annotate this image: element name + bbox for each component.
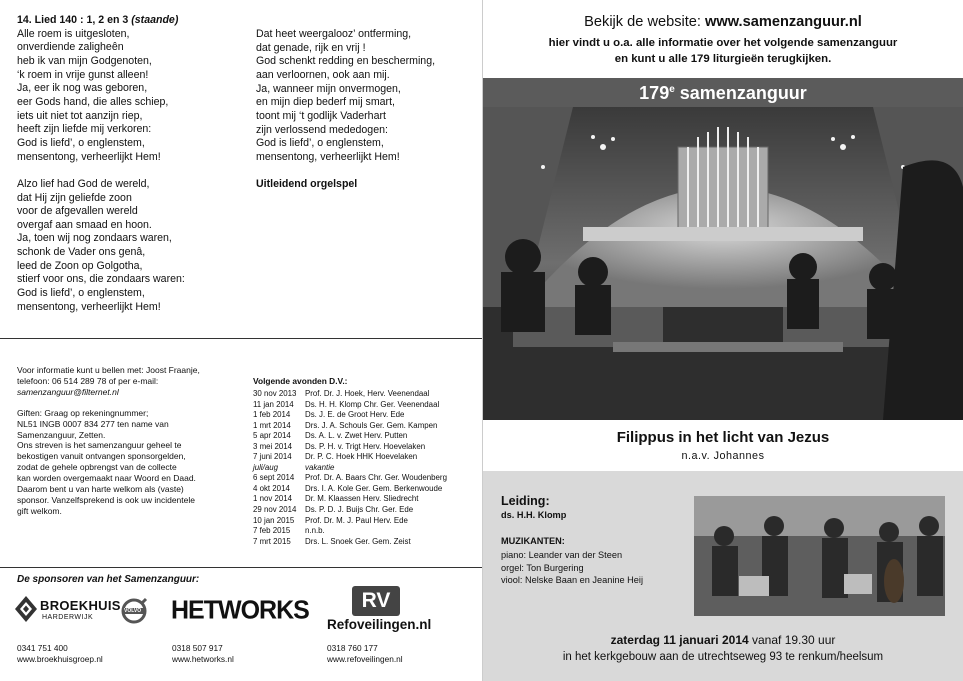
hymn-column-2 xyxy=(256,28,435,192)
website-link[interactable]: www.samenzanguur.nl xyxy=(705,14,862,30)
hymn-line xyxy=(17,164,185,178)
hymn-line: Ja, eer ik nog was geboren, xyxy=(17,82,148,95)
church-interior-image xyxy=(483,107,963,420)
broekhuis-name: BROEKHUIS xyxy=(40,598,121,613)
broekhuis-contact xyxy=(17,643,103,665)
outro-label: Uitleidend orgelspel xyxy=(256,178,358,191)
schedule-speaker: Prof. Dr. J. Hoek, Herv. Veenendaal xyxy=(305,389,430,398)
event-place: in het kerkgebouw aan de utrechtseweg 93 te renkum/heelsum xyxy=(562,651,884,663)
schedule-row xyxy=(253,537,447,548)
refo-badge: RV xyxy=(352,586,400,616)
info-line: Giften: Graag op rekeningnummer; xyxy=(17,407,149,418)
musician-organ: orgel: Ton Burgering xyxy=(501,562,584,573)
hymn-line: aan verloornen, ook aan mij. xyxy=(256,68,390,81)
schedule-row xyxy=(253,494,447,505)
sponsors-heading: De sponsoren van het Samenzanguur: xyxy=(17,574,200,585)
hymn-line: onverdiende zaligheên xyxy=(17,41,124,54)
info-line: bekostigen vanuit ontvangen sponsorgelden, xyxy=(17,451,186,462)
hymn-line: leed de Zoon op Golgotha, xyxy=(17,259,143,272)
website-prefix: Bekijk de website: xyxy=(584,14,706,30)
info-line: sponsor. Vanzelfsprekend is ook uw incidentele xyxy=(17,494,195,505)
schedule-row xyxy=(253,431,447,442)
hymn-line: mensentong, verheerlijkt Hem! xyxy=(17,150,161,163)
schedule-speaker: Dr. M. Klaassen Herv. Sliedrecht xyxy=(305,494,419,504)
refo-contact xyxy=(327,643,403,665)
hymn-line: Alzo lief had God de wereld, xyxy=(17,177,150,190)
schedule-date: 7 feb 2015 xyxy=(253,526,291,536)
schedule-speaker: Ds. J. E. de Groot Herv. Ede xyxy=(305,410,405,420)
website-sub-2: en kunt u alle 179 liturgieën terugkijken. xyxy=(614,52,832,65)
web-link[interactable]: www.refoveilingen.nl xyxy=(327,654,403,665)
schedule-date: 1 mrt 2014 xyxy=(253,420,291,430)
schedule-speaker: Ds. A. L. v. Zwet Herv. Putten xyxy=(305,431,408,441)
broekhuis-icon xyxy=(15,596,37,622)
hymn-line: voor de afgevallen wereld xyxy=(17,205,138,218)
hymn-title: 14. Lied 140 : 1, 2 en 3 (staande) xyxy=(17,14,179,26)
banner-title: 179e samenzanguur xyxy=(639,83,807,103)
leiding-name: ds. H.H. Klomp xyxy=(501,510,567,520)
hymn-line: God schenkt redding en bescherming, xyxy=(256,55,436,68)
volvo-text: VOLVO xyxy=(124,608,142,614)
schedule-speaker: Dr. P. C. Hoek HHK Hoevelaken xyxy=(305,452,418,462)
church-photo xyxy=(483,107,963,420)
hymn-line: ‘k roem in vrije gunst alleen! xyxy=(17,68,149,81)
musicians-list xyxy=(501,549,643,587)
schedule-speaker: Prof. Dr. M. J. Paul Herv. Ede xyxy=(305,515,408,525)
schedule-speaker: vakantie xyxy=(305,462,335,472)
schedule-speaker: Ds. H. H. Klomp Chr. Ger. Veenendaal xyxy=(305,399,440,409)
schedule-speaker: Prof. Dr. A. Baars Chr. Ger. Woudenberg xyxy=(305,473,447,483)
schedule-row xyxy=(253,484,447,495)
schedule-speaker: Drs. J. A. Schouls Ger. Gem. Kampen xyxy=(305,420,438,430)
info-line: Voor informatie kunt u bellen met: Joost Fraanje, xyxy=(17,365,200,375)
hymn-line: Ja, wanneer mijn onvermogen, xyxy=(256,82,401,95)
schedule-date: 3 mei 2014 xyxy=(253,441,293,451)
phone: 0341 751 400 xyxy=(17,643,68,653)
hymn-line: heeft zijn liefde mij verkoren: xyxy=(17,123,152,136)
hymn-line: iets uit niet tot aanzijn riep, xyxy=(17,109,143,122)
info-line: Samenzanguur, Zetten. xyxy=(17,429,106,440)
hymn-line: overgaf aan smaad en hoon. xyxy=(17,218,152,231)
orchestra-photo xyxy=(694,496,945,616)
volvo-logo xyxy=(120,597,148,625)
hymn-line: Ja, toen wij nog zondaars waren, xyxy=(17,232,172,245)
hymn-line: Alle roem is uitgesloten, xyxy=(17,27,130,40)
schedule-title: Volgende avonden D.V.: xyxy=(253,376,348,386)
info-block xyxy=(17,365,200,517)
hetworks-contact xyxy=(172,643,234,665)
schedule-date: 5 apr 2014 xyxy=(253,431,291,441)
schedule-row xyxy=(253,526,447,537)
website-line xyxy=(483,14,963,30)
hetworks-logo: HETWORKS xyxy=(171,595,309,625)
web-link[interactable]: www.hetworks.nl xyxy=(172,654,234,665)
hymn-line: dat Hij zijn geliefde zoon xyxy=(17,191,132,204)
schedule-row xyxy=(253,463,447,474)
schedule-row xyxy=(253,389,447,400)
web-link[interactable]: www.broekhuisgroep.nl xyxy=(17,654,103,665)
info-line: gift welkom. xyxy=(17,505,62,516)
theme-subtitle: n.a.v. Johannes xyxy=(681,450,765,462)
event-date: zaterdag 11 januari 2014 vanaf 19.30 uur xyxy=(610,633,836,647)
gifts-text xyxy=(17,408,200,517)
schedule-date: 11 jan 2014 xyxy=(253,399,294,409)
musicians-heading: MUZIKANTEN: xyxy=(501,536,565,546)
hymn-line: mensentong, verheerlijkt Hem! xyxy=(256,150,400,163)
schedule-row xyxy=(253,516,447,527)
divider xyxy=(0,567,482,568)
website-sub-1: hier vindt u o.a. alle informatie over het volgende samenzanguur xyxy=(548,37,898,49)
schedule-row xyxy=(253,505,447,516)
schedule-speaker: n.n.b. xyxy=(305,526,325,536)
hymn-line: dat genade, rijk en vrij ! xyxy=(256,41,366,54)
schedule-date: 7 juni 2014 xyxy=(253,452,292,462)
phone: 0318 507 917 xyxy=(172,643,223,653)
schedule-row xyxy=(253,421,447,432)
schedule-speaker: Drs. L. Snoek Ger. Gem. Zeist xyxy=(305,536,411,546)
hymn-column-1 xyxy=(17,14,185,314)
hymn-line: en mijn diep bederf mij smart, xyxy=(256,96,395,109)
schedule-date: 6 sept 2014 xyxy=(253,473,295,483)
email-link[interactable]: samenzanguur@filternet.nl xyxy=(17,386,119,397)
hymn-line: heb ik van mijn Godgenoten, xyxy=(17,54,152,67)
website-sub xyxy=(483,36,963,67)
hymn-verses-2 xyxy=(256,28,435,165)
broekhuis-logo xyxy=(15,596,121,628)
hymn-line: Dat heet weergalooz’ ontferming, xyxy=(256,28,412,40)
hymn-line: mensentong, verheerlijkt Hem! xyxy=(17,300,161,313)
schedule-date: 29 nov 2014 xyxy=(253,505,297,515)
divider xyxy=(0,338,482,339)
schedule-date: 1 feb 2014 xyxy=(253,410,291,420)
schedule-speaker: Drs. I. A. Kole Ger. Gem. Berkenwoude xyxy=(305,483,443,493)
schedule-date: 30 nov 2013 xyxy=(253,389,297,398)
musician-violin: viool: Nelske Baan en Jeanine Heij xyxy=(501,575,643,585)
musician-piano: piano: Leander van der Steen xyxy=(501,550,623,560)
hymn-verses-1 xyxy=(17,28,185,315)
info-line: zodat de gehele opbrengst van de collecte xyxy=(17,462,177,473)
schedule xyxy=(253,376,447,547)
info-line: kan worden overgemaakt naar Woord en Daad. xyxy=(17,473,196,484)
info-line: Daarom bent u van harte welkom als (vaste) xyxy=(17,484,184,495)
info-line: telefoon: 06 514 289 78 of per e-mail: xyxy=(17,375,159,386)
leiding-heading: Leiding: xyxy=(501,494,550,508)
schedule-list xyxy=(253,389,447,547)
hymn-line: eer Gods hand, die alles schiep, xyxy=(17,95,169,108)
hymn-line: schonk de Vader ons genâ, xyxy=(17,246,146,259)
schedule-date: 10 jan 2015 xyxy=(253,515,295,525)
hymn-line: toont mij ‘t godlijk Vaderhart xyxy=(256,109,386,122)
refo-name: Refoveilingen.nl xyxy=(327,617,432,632)
schedule-row xyxy=(253,410,447,421)
phone: 0318 760 177 xyxy=(327,643,378,653)
schedule-date: 7 mrt 2015 xyxy=(253,536,291,546)
orchestra-image xyxy=(694,496,945,616)
hymn-line: God is liefd’, o englenstem, xyxy=(17,287,145,300)
hymn-line: zijn verlossend mededogen: xyxy=(256,123,388,136)
broekhuis-sub: HARDERWIJK xyxy=(42,614,94,621)
schedule-row xyxy=(253,442,447,453)
hymn-line: stierf voor ons, die zondaars waren: xyxy=(17,273,185,286)
info-line: NL51 INGB 0007 834 277 ten name van xyxy=(17,418,169,429)
schedule-date: 1 nov 2014 xyxy=(253,494,293,504)
hymn-line: God is liefd’, o englenstem, xyxy=(17,136,145,149)
hymn-line: God is liefd’, o englenstem, xyxy=(256,137,384,150)
info-line: Ons streven is het samenzanguur geheel te xyxy=(17,440,182,451)
schedule-speaker: Ds. P. H. v. Trigt Herv. Hoevelaken xyxy=(305,441,426,451)
schedule-date: 4 okt 2014 xyxy=(253,483,290,493)
schedule-date: juli/aug xyxy=(253,462,279,472)
schedule-speaker: Ds. P. D. J. Buijs Chr. Ger. Ede xyxy=(305,505,414,515)
theme-title: Filippus in het licht van Jezus xyxy=(616,429,830,446)
schedule-row xyxy=(253,400,447,411)
schedule-row xyxy=(253,452,447,463)
schedule-row xyxy=(253,473,447,484)
